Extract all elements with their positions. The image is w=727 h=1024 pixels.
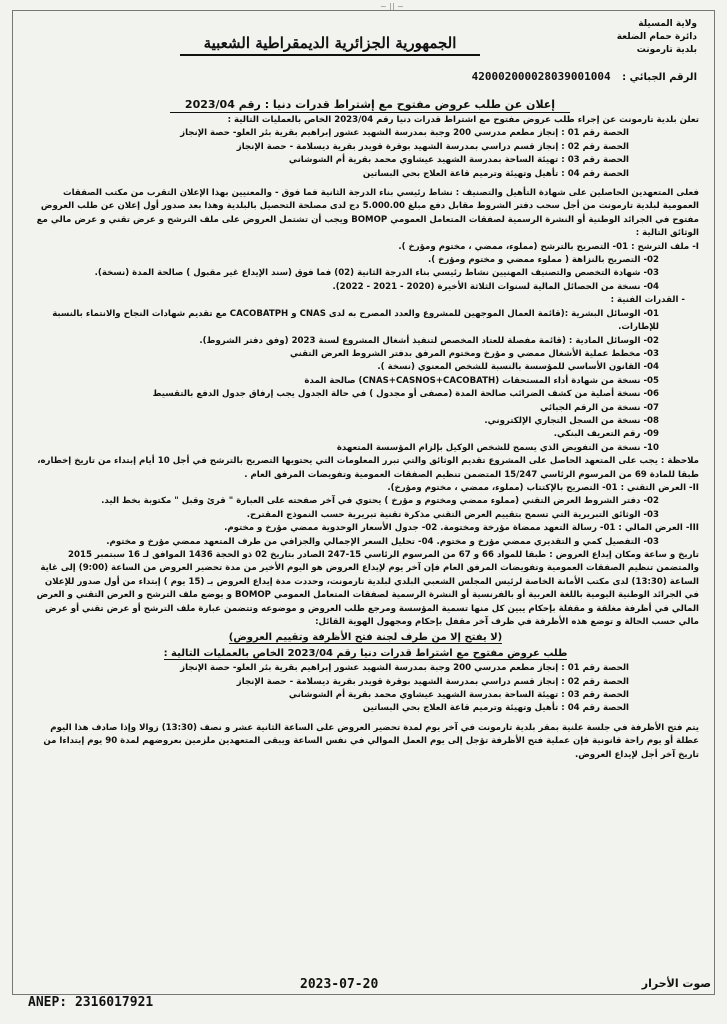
publication-date: 2023-07-20 xyxy=(300,977,379,992)
anep-reference: ANEP: 2316017921 xyxy=(28,995,154,1010)
issuer-header xyxy=(617,18,697,57)
candidature-item: 10- نسخة من التفويض الذي يسمح للشخص الوكيل بإلزام المؤسسة المتعهدة xyxy=(336,442,659,453)
closing-text: يتم فتح الأظرفة في جلسة علنية بمقر بلدية تارمونت في آخر يوم لمدة تحضير العروض على الساعة الثانية عشر و نصف (13:30) زوالا وإذا صادف هذا اليوم عطلة أو يوم راحة قانونية فإن عملية فتح الأظرفة تؤجل إلى يوم العمل الموالي في نفس الساعة ويبقى المتعهدين ملزمين بعروضهم لمدة 90 يوم إبتداءا من تاريخ آخر أجل لإيداع العروض. xyxy=(43,722,699,760)
candidature-item: 03- مخطط عملية الأشغال ممضي و مؤرخ ومختوم المرفق بدفتر الشروط العرض التقني xyxy=(289,348,659,359)
lot-item: الحصة رقم 01 : إنجاز مطعم مدرسي 200 وجبة بمدرسة الشهيد عشور إبراهيم بقرية بئر العلو- حصة الإنجاز xyxy=(180,128,629,139)
top-mark: ~ || ~ xyxy=(380,2,404,11)
candidature-item: - القدرات الفنية : xyxy=(610,295,685,306)
tax-id-value: 420002000028039001004 xyxy=(471,70,611,83)
envelope-subject-text: طلب عروض مفتوح مع اشتراط قدرات دنيا رقم 2023/04 الخاص بالعمليات التالية : xyxy=(163,647,568,659)
envelope-lot-item: الحصة رقم 04 : تأهيل وتهيئة وترميم قاعة العلاج بحي البساتين xyxy=(362,703,629,714)
envelope-heading xyxy=(32,631,699,644)
technical-item: 02- دفتر الشروط العرض التقني (مملوء ممضي ومختوم و مؤرخ ) يحتوي في آخر صفحته على العبارة " قرئ وقبل " مكتوبة بخط اليد. xyxy=(101,496,659,507)
lot-item: الحصة رقم 02 : إنجاز قسم دراسي بمدرسة الشهيد بوقرة قويدر بقرية ديسلامة - حصة الإنجاز xyxy=(236,141,629,152)
technical-item: 03- الوثائق التبريرية التي تسمح بتقييم العرض التقني مذكرة تقنية تبريرية حسب النموذج المقترح. xyxy=(246,509,659,520)
envelope-lot-item: الحصة رقم 01 : إنجاز مطعم مدرسي 200 وجبة بمدرسة الشهيد عشور إبراهيم بقرية بئر العلو- حصة الإنجاز xyxy=(180,663,629,674)
candidature-item: 03- شهادة التخصص والتصنيف المهنيين نشاط رئيسي بناء الدرجة الثانية (02) فما فوق (سند الإيداع غير مقبول ) صالحة المدة (نسخة). xyxy=(94,268,659,279)
envelope-lot-item: الحصة رقم 02 : إنجاز قسم دراسي بمدرسة الشهيد بوقرة قويدر بقرية ديسلامة - حصة الإنجاز xyxy=(236,676,629,687)
candidature-item: 07- نسخة من الرقم الجبائي xyxy=(540,402,659,413)
header-commune: بلدية تارمونت xyxy=(636,45,697,55)
candidature-item: 04- القانون الأساسي للمؤسسة بالنسبة للشخص المعنوي (نسخة ). xyxy=(377,362,659,373)
deadline-text: تاريخ و ساعة ومكان إيداع العروض : طبقا للمواد 66 و 67 من المرسوم الرئاسي 15-247 الصادر بتاريخ 02 ذو الحجة 1436 الموافق لـ 16 سبتمبر 2015 والمتضمن تنظيم الصفقات العمومية وتفويضات المرفق العام فإن آخر يوم لإيداع العروض هو اليوم الأخير من مدة تحضير العروض من الساعة (9:00) إلى غاية الساعة (13:30) لدى مكتب الأمانة الخاصة لرئيس المجلس الشعبي البلدي لبلدية تارمونت، وحددت مدة إيداع العروض بـ (15 يوم ) إبتداء من أول صدور للإعلان في الجرائد الوطنية اليومية باللغة العربية أو بالفرنسية أو النشرة الرسمية لصفقات المتعامل العمومي BOMOP و يوضع ملف الترشح و العرض التقني و العرض المالي في أظرفة مغلقة و مقفلة بإحكام يبين كل منها تسمية المؤسسة ومرجع طلب العروض و موضوعه وتتضمن عبارة ملف الترشح أو عرض تقني أو عرض مالي حسب الحالة و توضع هذه الأظرفة في ظرف آخر مقفل بإحكام ومجهول الهوية القائل: xyxy=(36,550,699,628)
page-title: الجمهورية الجزائرية الديمقراطية الشعبية xyxy=(180,34,480,56)
candidature-item: I- ملف الترشح : 01- التصريح بالترشح (مملوء، ممضي ، مختوم ومؤرخ ). xyxy=(398,241,699,252)
lot-item: الحصة رقم 04 : تأهيل وتهيئة وترميم قاعة العلاج بحي البساتين xyxy=(362,168,629,179)
newspaper-name: صوت الأحرار xyxy=(641,977,711,990)
financial-item: 03- التفصيل كمي و التقديري ممضي مؤرخ و مختوم. 04- تحليل السعر الإجمالي والجزافي من طرف المتعهد ممضي مؤرخ و مختوم. xyxy=(106,536,659,547)
note-text: ملاحظة : يجب على المتعهد الحاصل على المشروع تقديم الوثائق والتي تبرر المعلومات التي يحتويها التصريح بالترشح في أجل 10 أيام إبتداء من تاريخ إخطاره، طبقا للمادة 69 من المرسوم الرئاسي 15/247 المتضمن تنظيم الصفقات العمومية وتفويضات المرفق العام . xyxy=(37,456,699,480)
header-daira: دائرة حمام الضلعة xyxy=(616,32,697,42)
financial-item: III- العرض المالي : 01- رسالة التعهد ممضاة مؤرخة ومختومة. 02- جدول الأسعار الوحدوية ممضي مؤرخ و مختوم. xyxy=(224,523,699,534)
header-wilaya: ولاية المسيلة xyxy=(638,19,697,29)
announcement-title: إعلان عن طلب عروض مفتوح مع إشتراط قدرات دنيا : رقم 2023/04 xyxy=(170,98,570,113)
candidature-item: 02- التصريح بالنزاهة ( مملوء ممضي و مختوم ومؤرخ ). xyxy=(427,255,659,266)
lot-item: الحصة رقم 03 : تهيئة الساحة بمدرسة الشهيد عيشاوي محمد بقرية أم الشوشاني xyxy=(288,155,629,166)
technical-item: II- العرض التقني : 01- التصريح بالإكتتاب (مملوء، ممضي ، مختوم ومؤرخ). xyxy=(387,482,699,493)
tax-id-line xyxy=(472,70,697,83)
candidature-item: 02- الوسائل المادية : (قائمة مفصلة للعتاد المخصص لتنفيذ أشغال المشروع لسنة 2023 (وفق دفتر الشروط). xyxy=(199,335,659,346)
envelope-subject xyxy=(32,647,699,660)
announcement-body xyxy=(32,114,699,762)
tax-id-label: الرقم الجبائي : xyxy=(622,72,697,83)
candidature-item: 05- نسخة من شهادة أداء المستحقات (CNAS+CASNOS+CACOBATH) صالحة المدة xyxy=(304,375,659,386)
candidature-item: 06- نسخة أصلية من كشف الضرائب صالحة المدة (مصفى أو مجدول ) في حالة الجدول يجب إرفاق جدول الدفع بالتقسيط xyxy=(152,389,659,400)
candidature-item: 04- نسخة من الحصائل المالية لسنوات الثلاثة الأخيرة (2020 - 2021 - 2022). xyxy=(332,281,659,292)
envelope-lot-item: الحصة رقم 03 : تهيئة الساحة بمدرسة الشهيد عيشاوي محمد بقرية أم الشوشاني xyxy=(288,690,629,701)
candidature-item: 08- نسخة من السجل التجاري الإلكتروني. xyxy=(484,415,659,426)
candidature-item: 01- الوسائل البشرية :(قائمة العمال الموجهين للمشروع والعدد المصرح به لدى CNAS و CACOBATPH مع تقديم شهادات النجاح والانتماء بالنسبة للإطارات. xyxy=(52,308,659,333)
envelope-heading-text: (لا يفتح إلا من طرف لجنة فتح الأظرفة وتقييم العروض) xyxy=(228,632,503,644)
candidature-item: 09- رقم التعريف البنكي. xyxy=(553,429,659,440)
intro-text: تعلن بلدية تارمونت عن إجراء طلب عروض مفتوح مع اشتراط قدرات دنيا رقم 2023/04 الخاص بالعمليات التالية : xyxy=(227,115,699,125)
eligibility-text: فعلى المتعهدين الحاصلين على شهادة التأهيل والتصنيف : نشاط رئيسي بناء الدرجة الثانية فما فوق - والمعنيين بهذا الإعلان التقرب من مكتب الصفقات العمومية لبلدية تارمونت من أجل سحب دفتر الشروط مقابل دفع مبلغ 5.000.00 دج لدى مصلحة التحصيل بالبلدية وهذا بعد صدور أول إعلان عن طلب العروض مفتوح في الجرائد الوطنية أو النشرة الرسمية لصفقات المتعامل العمومي BOMOP ويجب أن تشتمل العروض على ملف الترشح و عرض تقني و عرض مالي مع الوثائق التالية : xyxy=(36,188,699,239)
